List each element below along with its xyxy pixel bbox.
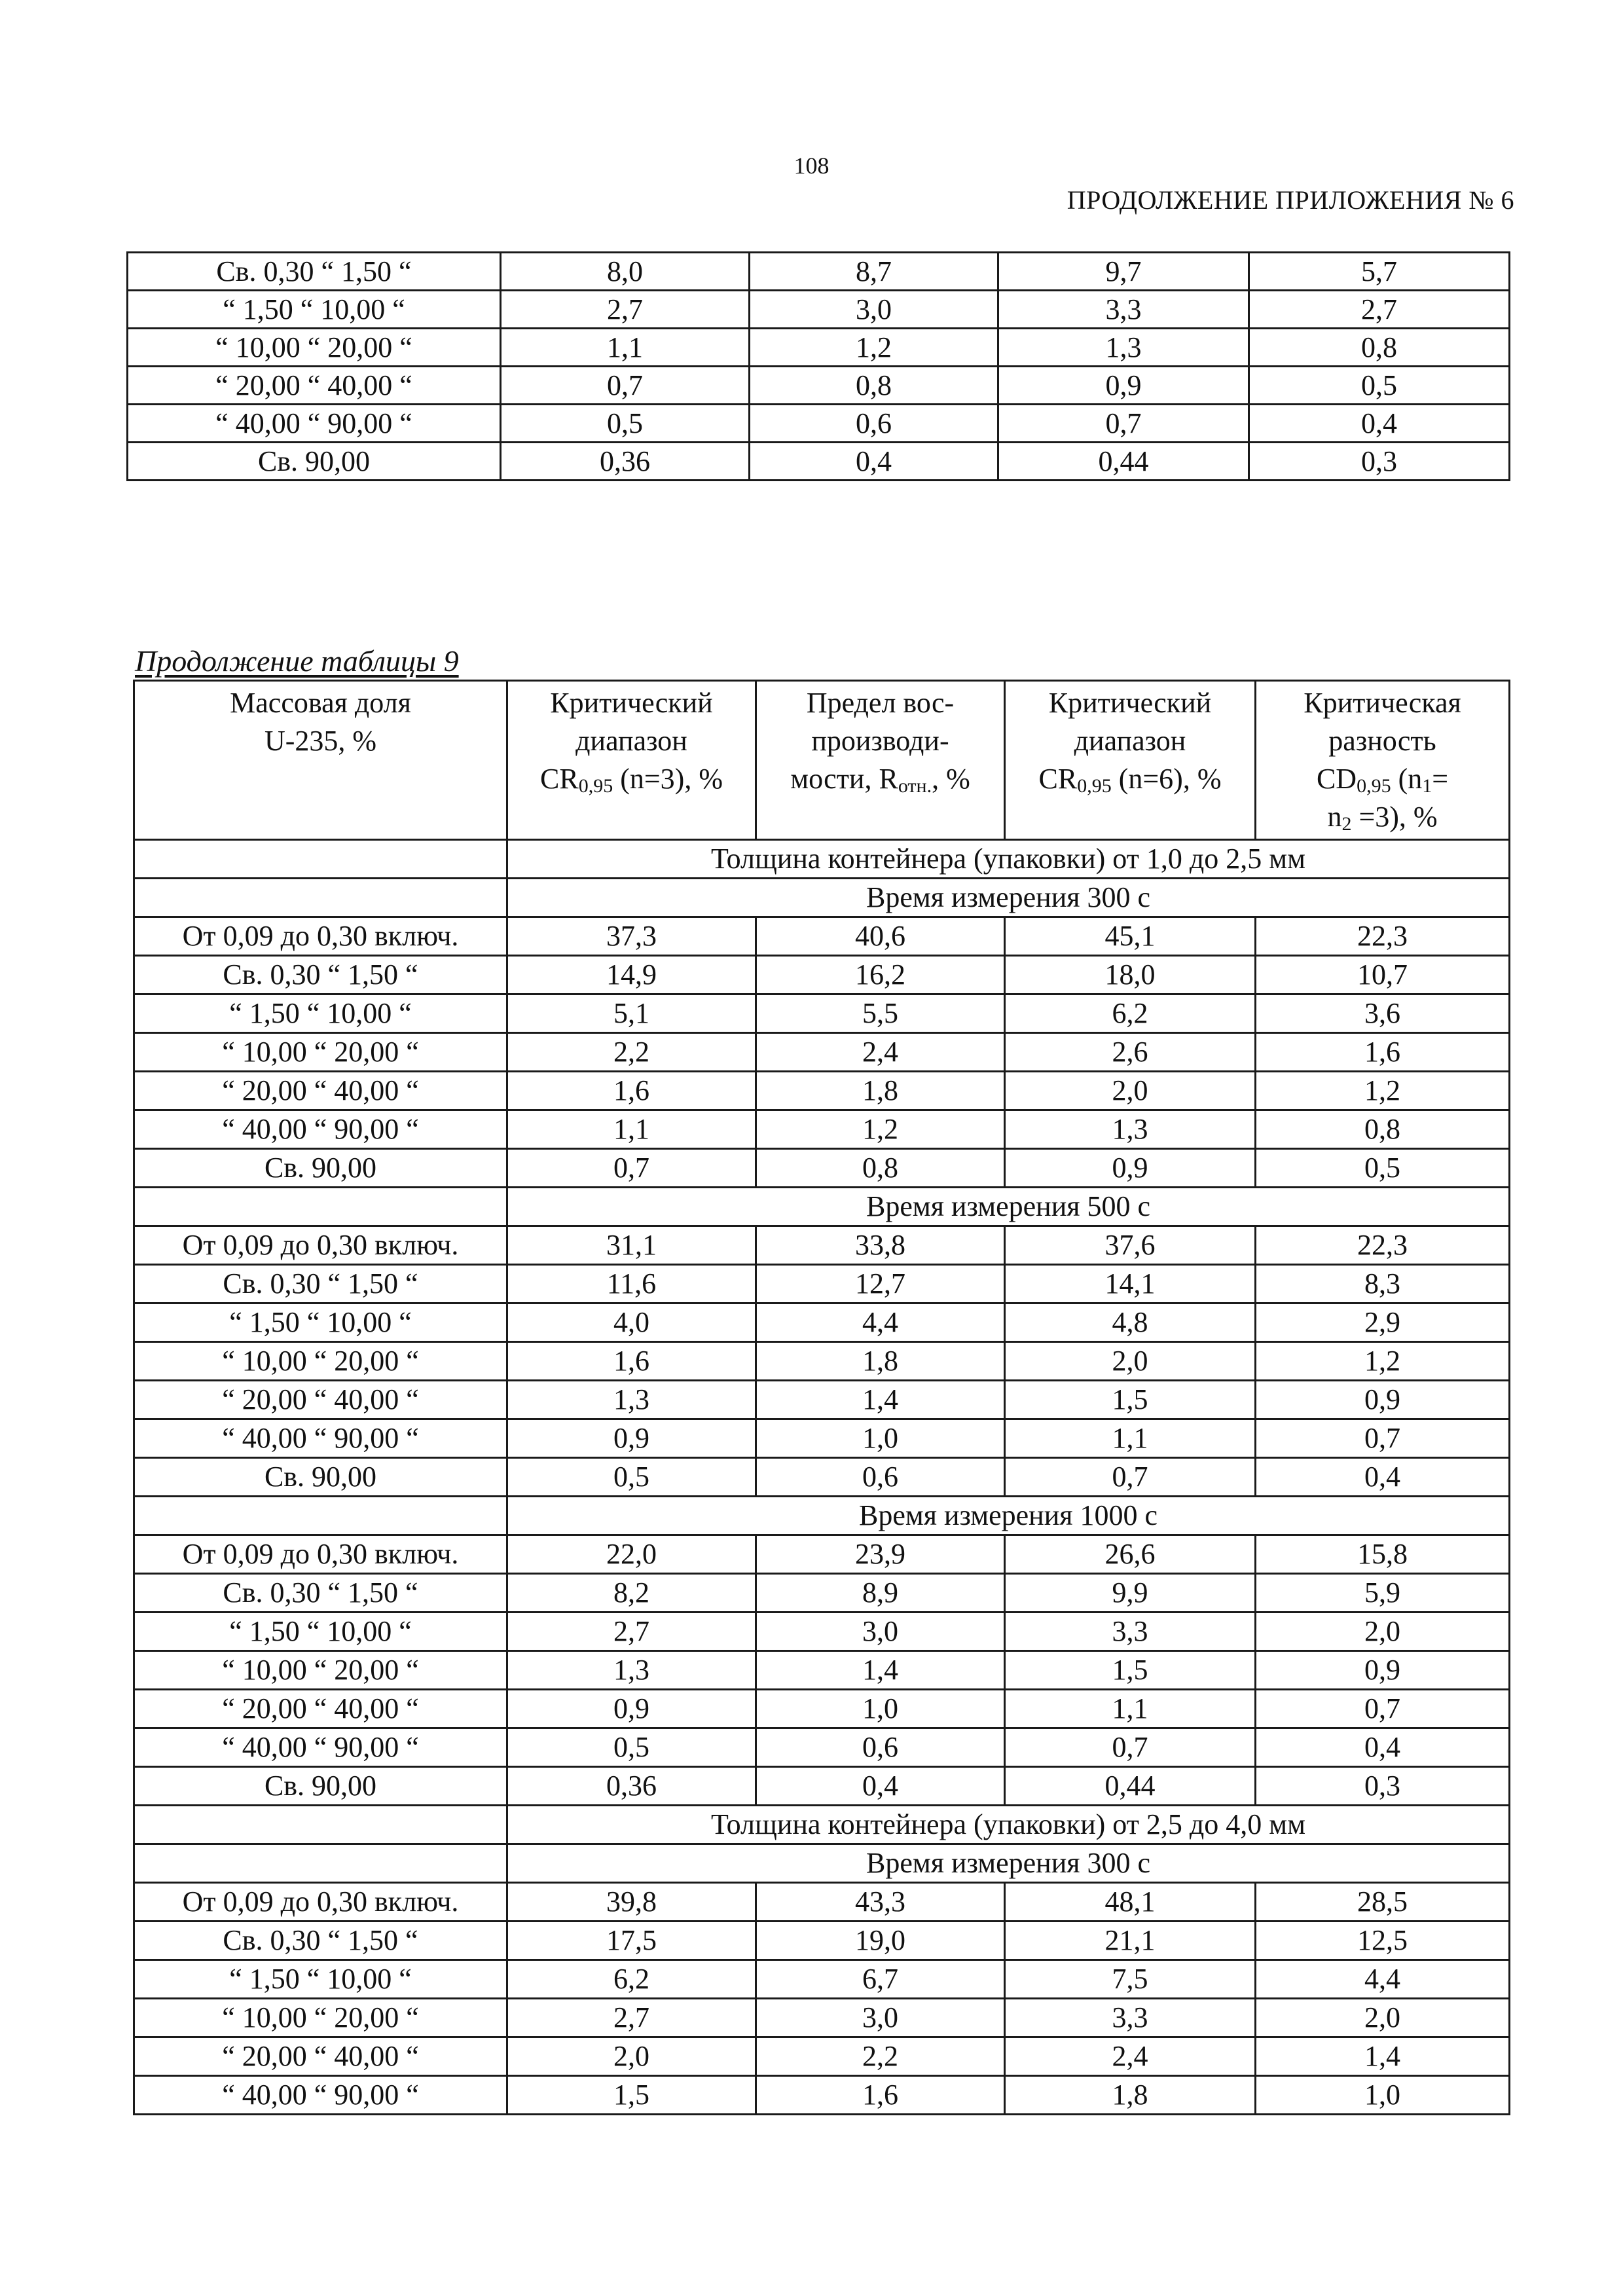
reproducibility-cell: 2,4 <box>756 1033 1005 1072</box>
mass-fraction-cell: “ 1,50 “ 10,00 “ <box>134 1613 507 1651</box>
cr-n6-cell: 6,2 <box>1005 994 1256 1033</box>
mass-fraction-cell: “ 20,00 “ 40,00 “ <box>134 1690 507 1728</box>
cr-n3-cell: 0,7 <box>501 367 750 405</box>
header-symbol: мости, R <box>790 763 898 795</box>
mass-fraction-cell: Св. 90,00 <box>134 1767 507 1806</box>
cd-cell: 10,7 <box>1256 956 1510 994</box>
cr-n6-cell: 4,8 <box>1005 1303 1256 1342</box>
cd-cell: 1,2 <box>1256 1072 1510 1110</box>
cr-n6-cell: 1,5 <box>1005 1381 1256 1419</box>
reproducibility-cell: 1,2 <box>756 1110 1005 1149</box>
cd-cell: 5,7 <box>1249 253 1510 291</box>
header-critical-range-n6-line1: Критический <box>1048 687 1212 719</box>
cr-n6-cell: 0,44 <box>998 443 1249 481</box>
table-row <box>134 1960 1510 1999</box>
reproducibility-cell: 40,6 <box>756 917 1005 956</box>
cr-n3-cell: 5,1 <box>507 994 756 1033</box>
table-row <box>128 367 1510 405</box>
mass-fraction-cell: “ 1,50 “ 10,00 “ <box>134 1303 507 1342</box>
cr-n6-cell: 45,1 <box>1005 917 1256 956</box>
section-time-500 <box>134 1188 1510 1226</box>
cd-cell: 0,8 <box>1249 329 1510 367</box>
cr-n6-cell: 3,3 <box>1005 1613 1256 1651</box>
mass-fraction-cell: Св. 0,30 “ 1,50 “ <box>134 1265 507 1303</box>
table-row <box>134 1149 1510 1188</box>
section-title-thickness: Толщина контейнера (упаковки) от 2,5 до 4,0 мм <box>507 1806 1510 1844</box>
cd-cell: 0,7 <box>1256 1419 1510 1458</box>
mass-fraction-cell: От 0,09 до 0,30 включ. <box>134 917 507 956</box>
mass-fraction-cell: Св. 0,30 “ 1,50 “ <box>128 253 501 291</box>
cr-n3-cell: 0,36 <box>507 1767 756 1806</box>
header-suffix: (n=6), % <box>1111 763 1222 795</box>
reproducibility-cell: 1,0 <box>756 1419 1005 1458</box>
mass-fraction-cell: “ 10,00 “ 20,00 “ <box>134 1999 507 2037</box>
cr-n3-cell: 0,36 <box>501 443 750 481</box>
header-suffix-n2: =3), % <box>1351 801 1438 833</box>
cr-n6-cell: 9,7 <box>998 253 1249 291</box>
header-suffix: , % <box>932 763 970 795</box>
cd-cell: 22,3 <box>1256 917 1510 956</box>
cr-n3-cell: 6,2 <box>507 1960 756 1999</box>
cr-n3-cell: 2,0 <box>507 2037 756 2076</box>
cr-n3-cell: 37,3 <box>507 917 756 956</box>
mass-fraction-cell: “ 20,00 “ 40,00 “ <box>134 2037 507 2076</box>
cd-cell: 0,5 <box>1249 367 1510 405</box>
reproducibility-cell: 0,4 <box>756 1767 1005 1806</box>
reproducibility-cell: 1,8 <box>756 1342 1005 1381</box>
reproducibility-cell: 1,4 <box>756 1651 1005 1690</box>
header-critical-range-n3-line1: Критический <box>550 687 713 719</box>
cr-n3-cell: 0,9 <box>507 1690 756 1728</box>
mass-fraction-cell: От 0,09 до 0,30 включ. <box>134 1535 507 1574</box>
section-blank-cell <box>134 1188 507 1226</box>
cr-n6-cell: 3,3 <box>998 291 1249 329</box>
table-row <box>128 405 1510 443</box>
cd-cell: 4,4 <box>1256 1960 1510 1999</box>
cr-n6-cell: 26,6 <box>1005 1535 1256 1574</box>
cr-n3-cell: 22,0 <box>507 1535 756 1574</box>
header-critical-range-n3-line2: диапазон <box>575 725 687 757</box>
table-row <box>134 1072 1510 1110</box>
table-row <box>134 1574 1510 1613</box>
table-row <box>128 329 1510 367</box>
header-symbol: CR <box>1038 763 1078 795</box>
cr-n6-cell: 0,7 <box>1005 1728 1256 1767</box>
cr-n6-cell: 21,1 <box>1005 1922 1256 1960</box>
section-thickness-2 <box>134 1806 1510 1883</box>
cd-cell: 0,5 <box>1256 1149 1510 1188</box>
table-row <box>134 1419 1510 1458</box>
table-row <box>134 1535 1510 1574</box>
table-row <box>134 956 1510 994</box>
cd-cell: 2,0 <box>1256 1613 1510 1651</box>
cr-n6-cell: 1,8 <box>1005 2076 1256 2115</box>
mass-fraction-cell: “ 40,00 “ 90,00 “ <box>134 1728 507 1767</box>
header-mass-fraction-line2: U-235, % <box>264 725 377 757</box>
table-row <box>134 2076 1510 2115</box>
cr-n6-cell: 1,1 <box>1005 1690 1256 1728</box>
cr-n6-cell: 1,1 <box>1005 1419 1256 1458</box>
table-row <box>134 1651 1510 1690</box>
cr-n3-cell: 2,7 <box>507 1999 756 2037</box>
table-row <box>128 253 1510 291</box>
reproducibility-cell: 19,0 <box>756 1922 1005 1960</box>
reproducibility-cell: 1,6 <box>756 2076 1005 2115</box>
cd-cell: 3,6 <box>1256 994 1510 1033</box>
cr-n3-cell: 0,5 <box>501 405 750 443</box>
cd-cell: 0,8 <box>1256 1110 1510 1149</box>
section-row <box>134 840 1510 879</box>
cr-n3-cell: 4,0 <box>507 1303 756 1342</box>
cd-cell: 1,0 <box>1256 2076 1510 2115</box>
header-subscript: 0,95 <box>1077 775 1112 797</box>
section-blank-cell <box>134 1497 507 1535</box>
reproducibility-cell: 33,8 <box>756 1226 1005 1265</box>
section-time-1000 <box>134 1497 1510 1535</box>
reproducibility-cell: 43,3 <box>756 1883 1005 1922</box>
header-reproducibility-limit <box>756 681 1005 840</box>
table-row <box>134 1110 1510 1149</box>
section-title-time: Время измерения 300 с <box>507 1844 1510 1883</box>
cr-n3-cell: 1,3 <box>507 1651 756 1690</box>
cd-cell: 2,0 <box>1256 1999 1510 2037</box>
cr-n6-cell: 3,3 <box>1005 1999 1256 2037</box>
cr-n3-cell: 0,9 <box>507 1419 756 1458</box>
table-row <box>134 2037 1510 2076</box>
table-row <box>134 1690 1510 1728</box>
cd-cell: 28,5 <box>1256 1883 1510 1922</box>
mass-fraction-cell: “ 40,00 “ 90,00 “ <box>134 1419 507 1458</box>
cr-n6-cell: 2,6 <box>1005 1033 1256 1072</box>
cd-cell: 0,4 <box>1256 1728 1510 1767</box>
cr-n3-cell: 0,7 <box>507 1149 756 1188</box>
table-row <box>134 1922 1510 1960</box>
header-suffix: = <box>1432 763 1449 795</box>
mass-fraction-cell: Св. 90,00 <box>128 443 501 481</box>
cd-cell: 15,8 <box>1256 1535 1510 1574</box>
cr-n3-cell: 8,2 <box>507 1574 756 1613</box>
mass-fraction-cell: “ 20,00 “ 40,00 “ <box>134 1381 507 1419</box>
reproducibility-cell: 23,9 <box>756 1535 1005 1574</box>
table-row <box>134 1999 1510 2037</box>
cr-n3-cell: 14,9 <box>507 956 756 994</box>
reproducibility-cell: 12,7 <box>756 1265 1005 1303</box>
table-row <box>134 1728 1510 1767</box>
section-row <box>134 1188 1510 1226</box>
section-row <box>134 1844 1510 1883</box>
mass-fraction-cell: “ 40,00 “ 90,00 “ <box>128 405 501 443</box>
mass-fraction-cell: “ 20,00 “ 40,00 “ <box>134 1072 507 1110</box>
section-row <box>134 1497 1510 1535</box>
cr-n6-cell: 0,7 <box>1005 1458 1256 1497</box>
cd-cell: 0,3 <box>1249 443 1510 481</box>
header-critical-range-n6 <box>1005 681 1256 840</box>
section-blank-cell <box>134 879 507 917</box>
table-row <box>134 1033 1510 1072</box>
reproducibility-cell: 0,4 <box>750 443 998 481</box>
cr-n6-cell: 1,3 <box>998 329 1249 367</box>
header-critical-difference <box>1256 681 1510 840</box>
cr-n3-cell: 1,6 <box>507 1342 756 1381</box>
cr-n6-cell: 2,4 <box>1005 2037 1256 2076</box>
cr-n3-cell: 2,7 <box>501 291 750 329</box>
table-row <box>134 994 1510 1033</box>
header-critical-difference-line2: разность <box>1328 725 1436 757</box>
mass-fraction-cell: От 0,09 до 0,30 включ. <box>134 1226 507 1265</box>
mass-fraction-cell: Св. 0,30 “ 1,50 “ <box>134 956 507 994</box>
cr-n6-cell: 0,9 <box>1005 1149 1256 1188</box>
header-subscript: 0,95 <box>1357 775 1391 797</box>
main-table-header <box>134 681 1510 840</box>
header-mid: (n <box>1391 763 1423 795</box>
cd-cell: 0,9 <box>1256 1651 1510 1690</box>
table-row <box>134 1265 1510 1303</box>
cr-n3-cell: 0,5 <box>507 1458 756 1497</box>
cd-cell: 22,3 <box>1256 1226 1510 1265</box>
section-row <box>134 879 1510 917</box>
section-title-time: Время измерения 500 с <box>507 1188 1510 1226</box>
header-critical-difference-line3 <box>1256 760 1508 798</box>
cr-n3-cell: 1,1 <box>501 329 750 367</box>
cr-n3-cell: 1,3 <box>507 1381 756 1419</box>
mass-fraction-cell: “ 10,00 “ 20,00 “ <box>134 1651 507 1690</box>
cr-n6-cell: 1,3 <box>1005 1110 1256 1149</box>
table-row <box>128 291 1510 329</box>
header-critical-range-n3 <box>507 681 756 840</box>
cr-n3-cell: 2,7 <box>507 1613 756 1651</box>
header-suffix: (n=3), % <box>613 763 723 795</box>
mass-fraction-cell: Св. 0,30 “ 1,50 “ <box>134 1922 507 1960</box>
header-critical-range-n6-line3 <box>1006 760 1254 798</box>
cd-cell: 2,7 <box>1249 291 1510 329</box>
block-300s-thickness-1 <box>134 917 1510 1188</box>
cd-cell: 0,7 <box>1256 1690 1510 1728</box>
cr-n3-cell: 1,6 <box>507 1072 756 1110</box>
reproducibility-cell: 0,8 <box>756 1149 1005 1188</box>
section-title-thickness: Толщина контейнера (упаковки) от 1,0 до 2,5 мм <box>507 840 1510 879</box>
reproducibility-cell: 1,8 <box>756 1072 1005 1110</box>
top-table <box>126 251 1510 481</box>
cr-n6-cell: 0,7 <box>998 405 1249 443</box>
mass-fraction-cell: Св. 90,00 <box>134 1458 507 1497</box>
header-mass-fraction <box>134 681 507 840</box>
cr-n6-cell: 9,9 <box>1005 1574 1256 1613</box>
cr-n6-cell: 37,6 <box>1005 1226 1256 1265</box>
reproducibility-cell: 1,2 <box>750 329 998 367</box>
cr-n6-cell: 48,1 <box>1005 1883 1256 1922</box>
header-subscript: отн. <box>898 775 932 797</box>
cr-n3-cell: 39,8 <box>507 1883 756 1922</box>
mass-fraction-cell: “ 1,50 “ 10,00 “ <box>134 1960 507 1999</box>
cd-cell: 0,4 <box>1249 405 1510 443</box>
cr-n6-cell: 7,5 <box>1005 1960 1256 1999</box>
cr-n3-cell: 8,0 <box>501 253 750 291</box>
header-subscript-n2: 2 <box>1341 813 1352 835</box>
section-row <box>134 1806 1510 1844</box>
header-critical-range-n6-line2: диапазон <box>1074 725 1186 757</box>
block-1000s-thickness-1 <box>134 1535 1510 1806</box>
table-row <box>134 1303 1510 1342</box>
cd-cell: 1,6 <box>1256 1033 1510 1072</box>
mass-fraction-cell: “ 20,00 “ 40,00 “ <box>128 367 501 405</box>
block-500s-thickness-1 <box>134 1226 1510 1497</box>
cd-cell: 12,5 <box>1256 1922 1510 1960</box>
mass-fraction-cell: “ 10,00 “ 20,00 “ <box>134 1342 507 1381</box>
reproducibility-cell: 8,9 <box>756 1574 1005 1613</box>
reproducibility-cell: 3,0 <box>756 1613 1005 1651</box>
cd-cell: 0,9 <box>1256 1381 1510 1419</box>
cd-cell: 0,3 <box>1256 1767 1510 1806</box>
table-row <box>134 1613 1510 1651</box>
table-row <box>134 1381 1510 1419</box>
cr-n6-cell: 0,9 <box>998 367 1249 405</box>
top-table-body <box>128 253 1510 481</box>
cd-cell: 1,4 <box>1256 2037 1510 2076</box>
mass-fraction-cell: “ 10,00 “ 20,00 “ <box>128 329 501 367</box>
cr-n3-cell: 1,1 <box>507 1110 756 1149</box>
mass-fraction-cell: “ 10,00 “ 20,00 “ <box>134 1033 507 1072</box>
section-title-time: Время измерения 1000 с <box>507 1497 1510 1535</box>
reproducibility-cell: 5,5 <box>756 994 1005 1033</box>
cr-n3-cell: 17,5 <box>507 1922 756 1960</box>
mass-fraction-cell: “ 1,50 “ 10,00 “ <box>134 994 507 1033</box>
reproducibility-cell: 0,6 <box>756 1458 1005 1497</box>
table-row <box>128 443 1510 481</box>
cr-n6-cell: 0,44 <box>1005 1767 1256 1806</box>
cr-n6-cell: 1,5 <box>1005 1651 1256 1690</box>
cr-n6-cell: 18,0 <box>1005 956 1256 994</box>
table-row <box>134 1458 1510 1497</box>
mass-fraction-cell: “ 40,00 “ 90,00 “ <box>134 2076 507 2115</box>
table-row <box>134 1767 1510 1806</box>
header-subscript: 0,95 <box>578 775 613 797</box>
cr-n3-cell: 1,5 <box>507 2076 756 2115</box>
reproducibility-cell: 16,2 <box>756 956 1005 994</box>
table-row <box>134 1342 1510 1381</box>
reproducibility-cell: 0,6 <box>750 405 998 443</box>
header-symbol: CR <box>540 763 579 795</box>
header-symbol-n2: n <box>1327 801 1342 833</box>
block-300s-thickness-2 <box>134 1883 1510 2115</box>
cd-cell: 1,2 <box>1256 1342 1510 1381</box>
table-row <box>134 1226 1510 1265</box>
reproducibility-cell: 3,0 <box>756 1999 1005 2037</box>
section-blank-cell <box>134 840 507 879</box>
table-row <box>134 917 1510 956</box>
mass-fraction-cell: “ 1,50 “ 10,00 “ <box>128 291 501 329</box>
reproducibility-cell: 1,0 <box>756 1690 1005 1728</box>
mass-fraction-cell: Св. 90,00 <box>134 1149 507 1188</box>
cd-cell: 2,9 <box>1256 1303 1510 1342</box>
section-title-time: Время измерения 300 с <box>507 879 1510 917</box>
reproducibility-cell: 4,4 <box>756 1303 1005 1342</box>
cd-cell: 5,9 <box>1256 1574 1510 1613</box>
mass-fraction-cell: Св. 0,30 “ 1,50 “ <box>134 1574 507 1613</box>
cr-n3-cell: 2,2 <box>507 1033 756 1072</box>
header-reproducibility-line2: производи- <box>811 725 949 757</box>
mass-fraction-cell: “ 40,00 “ 90,00 “ <box>134 1110 507 1149</box>
section-blank-cell <box>134 1806 507 1844</box>
page-number: 108 <box>793 153 830 179</box>
section-thickness-1 <box>134 840 1510 917</box>
cr-n3-cell: 11,6 <box>507 1265 756 1303</box>
reproducibility-cell: 1,4 <box>756 1381 1005 1419</box>
cd-cell: 8,3 <box>1256 1265 1510 1303</box>
reproducibility-cell: 0,8 <box>750 367 998 405</box>
cd-cell: 0,4 <box>1256 1458 1510 1497</box>
header-subscript-2: 1 <box>1422 775 1432 797</box>
cr-n6-cell: 2,0 <box>1005 1342 1256 1381</box>
cr-n6-cell: 2,0 <box>1005 1072 1256 1110</box>
header-reproducibility-line3 <box>757 760 1004 798</box>
header-mass-fraction-line1: Массовая доля <box>230 687 411 719</box>
cr-n3-cell: 0,5 <box>507 1728 756 1767</box>
reproducibility-cell: 6,7 <box>756 1960 1005 1999</box>
header-symbol: CD <box>1316 763 1357 795</box>
cr-n6-cell: 14,1 <box>1005 1265 1256 1303</box>
cr-n3-cell: 31,1 <box>507 1226 756 1265</box>
reproducibility-cell: 8,7 <box>750 253 998 291</box>
section-blank-cell <box>134 1844 507 1883</box>
table-caption: Продолжение таблицы 9 <box>135 644 459 678</box>
main-table <box>133 680 1510 2115</box>
mass-fraction-cell: От 0,09 до 0,30 включ. <box>134 1883 507 1922</box>
table-row <box>134 1883 1510 1922</box>
header-critical-difference-line4 <box>1256 798 1508 836</box>
header-critical-range-n3-line3 <box>508 760 755 798</box>
reproducibility-cell: 0,6 <box>756 1728 1005 1767</box>
appendix-header: ПРОДОЛЖЕНИЕ ПРИЛОЖЕНИЯ № 6 <box>1067 185 1514 215</box>
header-row <box>134 681 1510 840</box>
header-critical-difference-line1: Критическая <box>1304 687 1461 719</box>
header-reproducibility-line1: Предел вос- <box>806 687 955 719</box>
reproducibility-cell: 2,2 <box>756 2037 1005 2076</box>
reproducibility-cell: 3,0 <box>750 291 998 329</box>
